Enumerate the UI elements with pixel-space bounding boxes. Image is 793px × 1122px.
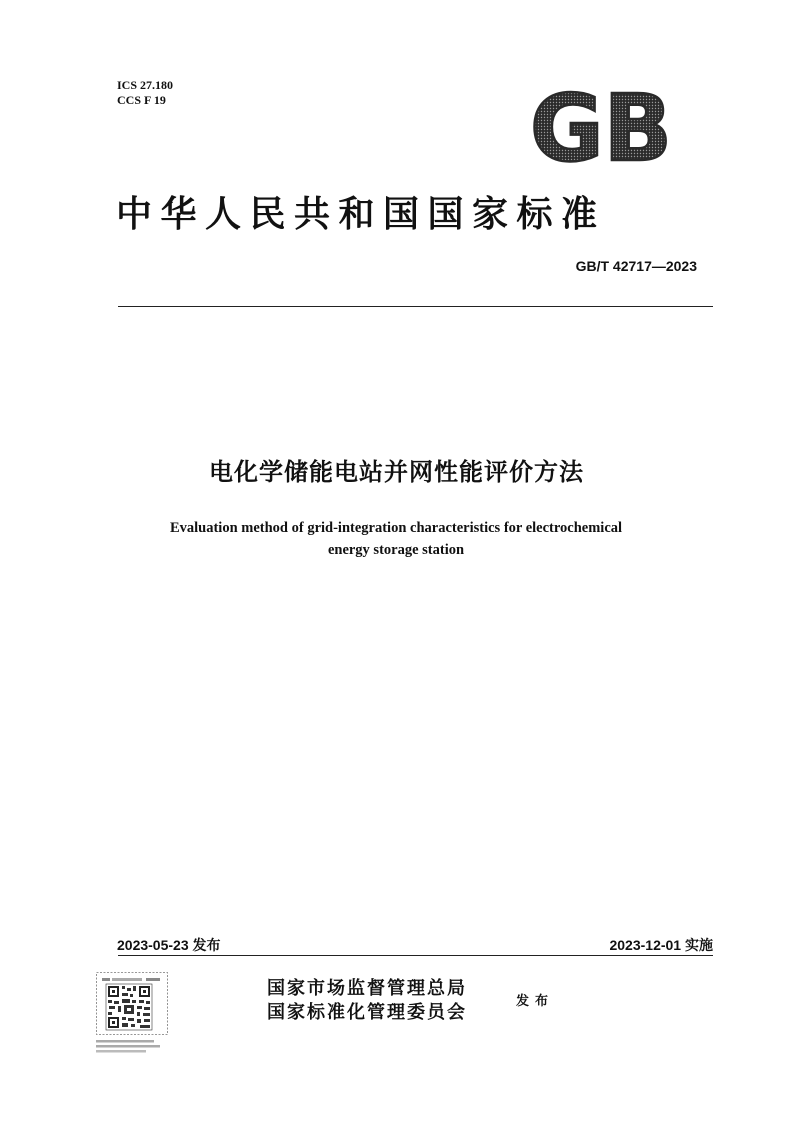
issue-label: 发布: [516, 994, 555, 1009]
standard-title: 中华人民共和国国家标准: [116, 194, 606, 235]
publish-date: 2023-05-23 发布: [117, 937, 221, 953]
english-title-line-1: Evaluation method of grid-integration characteristics for electrochemical: [169, 520, 623, 536]
footer-divider: [118, 955, 713, 956]
gb-logo-text: GB: [530, 86, 672, 166]
gb-logo: [528, 86, 674, 166]
issuer-sac: 国家标准化管理委员会: [267, 1002, 467, 1023]
english-title-line-2: energy storage station: [327, 542, 465, 558]
issuing-authorities: [267, 977, 467, 1025]
classification-codes: [117, 78, 173, 108]
document-title-chinese: 电化学储能电站并网性能评价方法: [209, 458, 584, 486]
anti-counterfeit-qr-sticker: [96, 972, 168, 1062]
issuer-samr: 国家市场监督管理总局: [267, 978, 467, 999]
qr-code-icon: [106, 984, 152, 1030]
ccs-code: CCS F 19: [117, 93, 166, 107]
standard-number: GB/T 42717—2023: [575, 258, 697, 274]
document-title-english: [96, 517, 696, 561]
header-divider: [118, 306, 713, 307]
implement-date: 2023-12-01 实施: [609, 937, 713, 953]
ics-code: ICS 27.180: [117, 78, 174, 92]
